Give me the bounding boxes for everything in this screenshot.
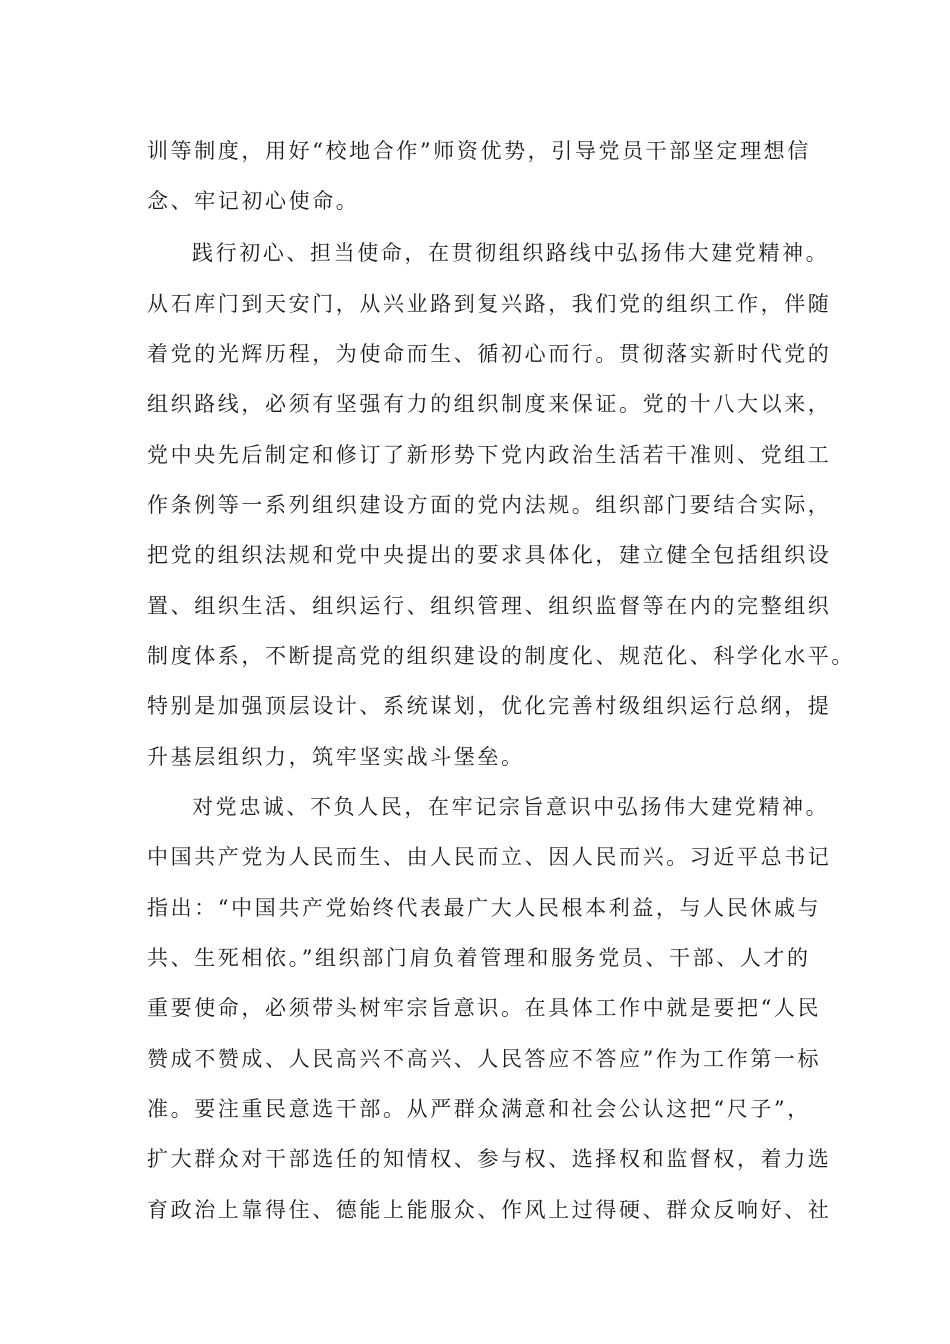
text-line: 把党的组织法规和党中央提出的要求具体化，建立健全包括组织设 — [147, 543, 832, 567]
text-line: 作条例等一系列组织建设方面的党内法规。组织部门要结合实际， — [147, 493, 832, 517]
text-line: 共、生死相依。”组织部门肩负着管理和服务党员、干部、人才的 — [147, 946, 811, 970]
text-line: 扩大群众对干部选任的知情权、参与权、选择权和监督权，着力选 — [147, 1147, 832, 1171]
text-line: 组织路线，必须有坚强有力的组织制度来保证。党的十八大以来， — [147, 392, 832, 416]
text-line: 指出：“中国共产党始终代表最广大人民根本利益，与人民休戚与 — [147, 896, 822, 920]
text-line: 育政治上靠得住、德能上能服众、作风上过得硬、群众反响好、社 — [147, 1198, 832, 1222]
text-line: 赞成不赞成、人民高兴不高兴、人民答应不答应”作为工作第一标 — [147, 1047, 822, 1071]
text-line: 着党的光辉历程，为使命而生、循初心而行。贯彻落实新时代党的 — [147, 342, 832, 366]
text-line: 置、组织生活、组织运行、组织管理、组织监督等在内的完整组织 — [147, 594, 832, 618]
paragraph-heading: 对党忠诚、不负人民，在牢记宗旨意识中弘扬伟大建党精神。 — [192, 795, 830, 819]
text-line: 升基层组织力，筑牢坚实战斗堡垒。 — [147, 745, 525, 769]
text-line: 训等制度，用好“校地合作”师资优势，引导党员干部坚定理想信 — [147, 139, 811, 163]
text-line: 准。要注重民意选干部。从严群众满意和社会公认这把“尺子”， — [147, 1097, 811, 1121]
text-line: 中国共产党为人民而生、由人民而立、因人民而兴。习近平总书记 — [147, 845, 832, 869]
text-line: 制度体系，不断提高党的组织建设的制度化、规范化、科学化水平。 — [147, 644, 855, 668]
text-line: 特别是加强顶层设计、系统谋划，优化完善村级组织运行总纲，提 — [147, 694, 832, 718]
text-line: 党中央先后制定和修订了新形势下党内政治生活若干准则、党组工 — [147, 443, 832, 467]
text-line: 重要使命，必须带头树牢宗旨意识。在具体工作中就是要把“人民 — [147, 996, 822, 1020]
text-line: 从石库门到天安门，从兴业路到复兴路，我们党的组织工作，伴随 — [147, 292, 832, 316]
paragraph-heading: 践行初心、担当使命，在贯彻组织路线中弘扬伟大建党精神。 — [192, 241, 830, 265]
text-line: 念、牢记初心使命。 — [147, 189, 360, 213]
